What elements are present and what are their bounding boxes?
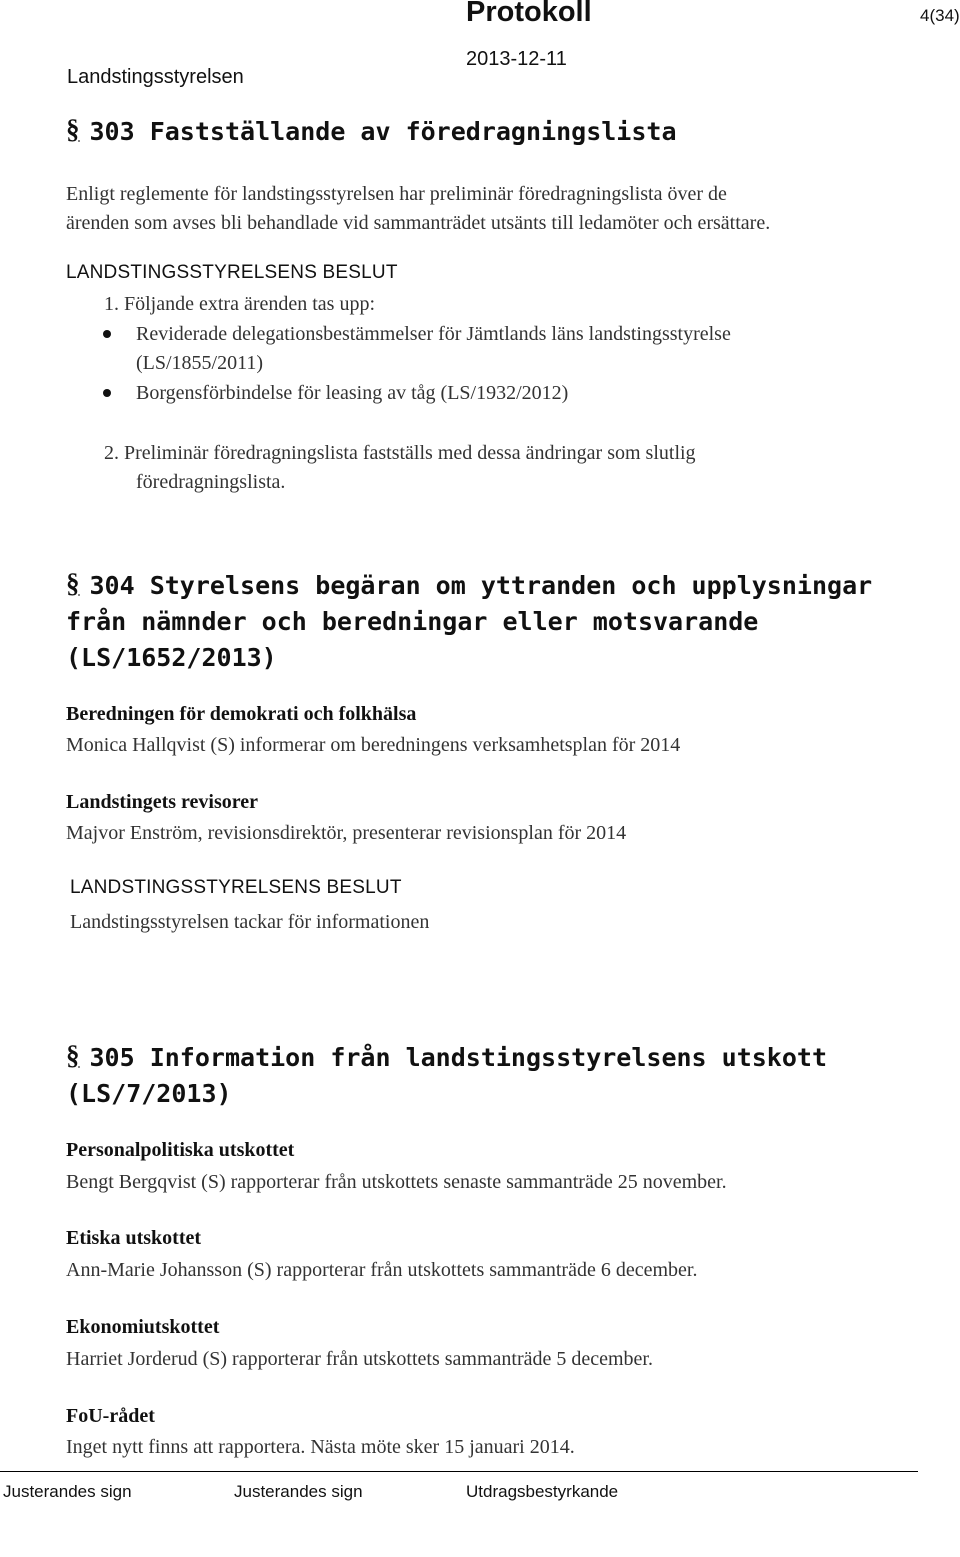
section-304-title-line1: 304 Styrelsens begäran om yttranden och upplysningar bbox=[89, 571, 873, 600]
s303-item2-line2: föredragningslista. bbox=[136, 471, 286, 493]
section-304-title-line2: från nämnder och beredningar eller motsvarande bbox=[66, 607, 759, 636]
section-303-title: 303 Fastställande av föredragningslista bbox=[89, 117, 677, 146]
s303-item2-line1: 2. Preliminär föredragningslista fastställs med dessa ändringar som slutlig bbox=[104, 442, 696, 464]
s303-para-line2: ärenden som avses bli behandlade vid sammanträdet utsänts till ledamöter och ersättare. bbox=[66, 212, 771, 234]
s304-beslut-heading: LANDSTINGSSTYRELSENS BESLUT bbox=[70, 877, 402, 898]
s305-sub1: Personalpolitiska utskottet bbox=[66, 1139, 295, 1161]
header-org: Landstingsstyrelsen bbox=[67, 66, 244, 88]
section-305-title-line2: (LS/7/2013) bbox=[66, 1079, 232, 1108]
s305-text1: Bengt Bergqvist (S) rapporterar från utskottets senaste sammanträde 25 november. bbox=[66, 1171, 727, 1193]
s303-item1: 1. Följande extra ärenden tas upp: bbox=[104, 293, 376, 315]
section-303-heading bbox=[66, 114, 677, 150]
s304-beslut-text: Landstingsstyrelsen tackar för informationen bbox=[70, 911, 430, 933]
s303-para-line1: Enligt reglemente för landstingsstyrelsen har preliminär föredragningslista över de bbox=[66, 183, 727, 205]
paragraph-sign: § bbox=[66, 1040, 80, 1070]
s303-beslut-heading: LANDSTINGSSTYRELSENS BESLUT bbox=[66, 262, 398, 283]
s303-bullet2: Borgensförbindelse för leasing av tåg (LS/1932/2012) bbox=[136, 382, 569, 404]
s304-sub2: Landstingets revisorer bbox=[66, 791, 259, 813]
header-date: 2013-12-11 bbox=[466, 48, 567, 70]
footer-sign2: Justerandes sign bbox=[234, 1482, 363, 1501]
s305-sub4: FoU-rådet bbox=[66, 1405, 155, 1427]
paragraph-sign: § bbox=[66, 114, 80, 144]
footer-sign3: Utdragsbestyrkande bbox=[466, 1482, 619, 1501]
section-305-heading bbox=[66, 1040, 827, 1112]
s304-sub1: Beredningen för demokrati och folkhälsa bbox=[66, 703, 417, 725]
s303-bullet1-line2: (LS/1855/2011) bbox=[136, 352, 264, 374]
bullet-icon bbox=[103, 330, 111, 338]
s305-text2: Ann-Marie Johansson (S) rapporterar från utskottets sammanträde 6 december. bbox=[66, 1259, 698, 1281]
s305-sub3: Ekonomiutskottet bbox=[66, 1316, 220, 1338]
s304-text2: Majvor Enström, revisionsdirektör, presenterar revisionsplan för 2014 bbox=[66, 822, 627, 844]
s303-bullet1-line1: Reviderade delegationsbestämmelser för Jämtlands läns landstingsstyrelse bbox=[136, 323, 731, 345]
s305-text3: Harriet Jorderud (S) rapporterar från utskottets sammanträde 5 december. bbox=[66, 1348, 653, 1370]
s305-sub2: Etiska utskottet bbox=[66, 1227, 202, 1249]
paragraph-sign: § bbox=[66, 568, 80, 598]
page-number: 4(34) bbox=[920, 6, 960, 25]
bullet-icon bbox=[103, 389, 111, 397]
document-title: Protokoll bbox=[466, 0, 592, 28]
footer-sign1: Justerandes sign bbox=[3, 1482, 132, 1501]
section-304-heading bbox=[66, 568, 872, 676]
s305-text4: Inget nytt finns att rapportera. Nästa möte sker 15 januari 2014. bbox=[66, 1436, 575, 1458]
s304-text1: Monica Hallqvist (S) informerar om beredningens verksamhetsplan för 2014 bbox=[66, 734, 681, 756]
section-305-title-line1: 305 Information från landstingsstyrelsens utskott bbox=[89, 1043, 828, 1072]
section-304-title-line3: (LS/1652/2013) bbox=[66, 643, 277, 672]
footer-divider bbox=[0, 1471, 918, 1472]
